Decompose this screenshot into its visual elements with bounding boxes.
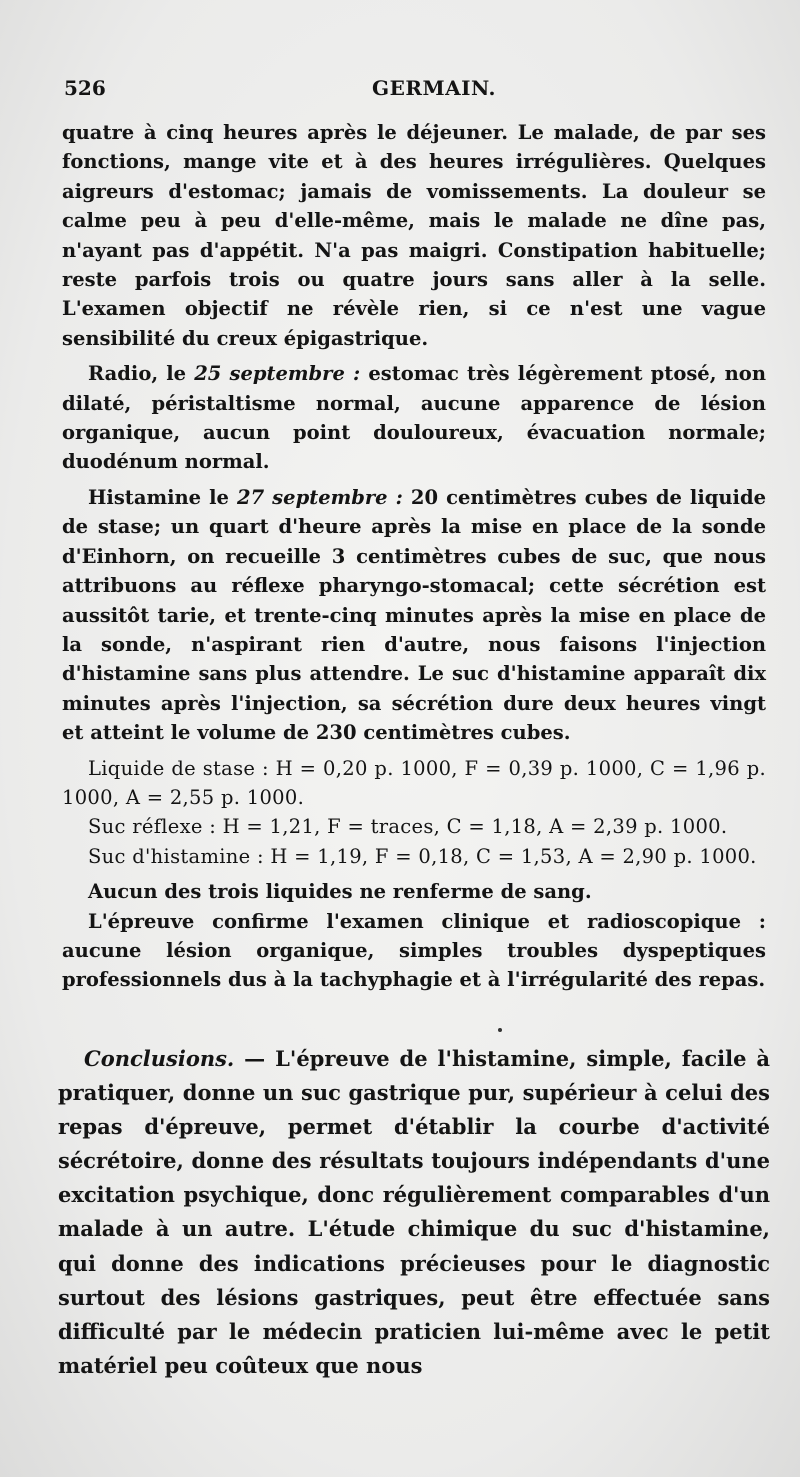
radio-findings: estomac très légèrement ptosé, non dilaté, péristaltisme normal, aucune apparence de lésion organique, aucun point douloureux, évacuation normale; duodénum normal. <box>62 362 766 474</box>
paragraph-case-history: quatre à cinq heures après le déjeuner. Le malade, de par ses fonctions, mange vite et à des heures irrégulières. Quelques aigreurs d'estomac; jamais de vomissements. La douleur se calme peu à peu d'elle-même, mais le malade ne dîne pas, n'ayant pas d'appétit. N'a pas maigri. Constipation habituelle; reste parfois trois ou quatre jours sans aller à la selle. L'examen objectif ne révèle rien, si ce n'est une vague sensibilité du creux épigastrique. <box>62 121 766 350</box>
paragraph-confirmation: L'épreuve confirme l'examen clinique et radioscopique : aucune lésion organique, simples troubles dyspeptiques professionnels dus à la tachyphagie et à l'irrégularité des repas. <box>62 909 766 992</box>
paragraph-no-blood: Aucun des trois liquides ne renferme de sang. <box>88 880 592 904</box>
conclusions-heading: Conclusions. <box>84 1046 235 1071</box>
conclusions-section <box>58 1042 770 1383</box>
histamine-intro: Histamine le <box>88 485 237 509</box>
radio-intro: Radio, le <box>88 362 195 386</box>
histamine-date: 27 septembre : <box>237 485 403 509</box>
result-stase-liquid: Liquide de stase : H = 0,20 p. 1000, F = 0,39 p. 1000, C = 1,96 p. 1000, A = 2,55 p. 1000. <box>62 756 766 809</box>
paragraph-conclusions <box>58 1042 770 1383</box>
paragraph-radio <box>62 359 766 477</box>
histamine-findings: 20 centimètres cubes de liquide de stase; un quart d'heure après la mise en place de la sonde d'Einhorn, on recueille 3 centimètres cubes de suc, que nous attribuons au réflexe pharyngo-stomacal; cette sécrétion est aussitôt tarie, et trente-cinq minutes après la mise en place de la sonde, n'aspirant rien d'autre, nous faisons l'injection d'histamine sans plus attendre. Le suc d'histamine apparaît dix minutes après l'injection, sa sécrétion dure deux heures vingt et atteint le volume de 230 centimètres cubes. <box>62 485 766 745</box>
result-reflex-juice: Suc réflexe : H = 1,21, F = traces, C = 1,18, A = 2,39 p. 1000. <box>88 815 728 839</box>
paragraph-histamine <box>62 483 766 748</box>
running-title: GERMAIN. <box>372 76 496 100</box>
conclusions-text: — L'épreuve de l'histamine, simple, facile à pratiquer, donne un suc gastrique pur, supérieur à celui des repas d'épreuve, permet d'établir la courbe d'activité sécrétoire, donne des résultats toujours indépendants d'une excitation psychique, donc régulièrement comparables d'un malade à un autre. L'étude chimique du suc d'histamine, qui donne des indications précieuses pour le diagnostic surtout des lésions gastriques, peut être effectuée sans difficulté par le médecin praticien lui-même avec le petit matériel peu coûteux que nous <box>58 1046 770 1378</box>
print-speck <box>498 1028 502 1032</box>
radio-date: 25 septembre : <box>194 362 361 386</box>
page-number: 526 <box>64 76 106 100</box>
page-body <box>62 118 766 995</box>
page-header <box>64 76 780 106</box>
result-histamine-juice: Suc d'histamine : H = 1,19, F = 0,18, C = 1,53, A = 2,90 p. 1000. <box>88 844 757 868</box>
